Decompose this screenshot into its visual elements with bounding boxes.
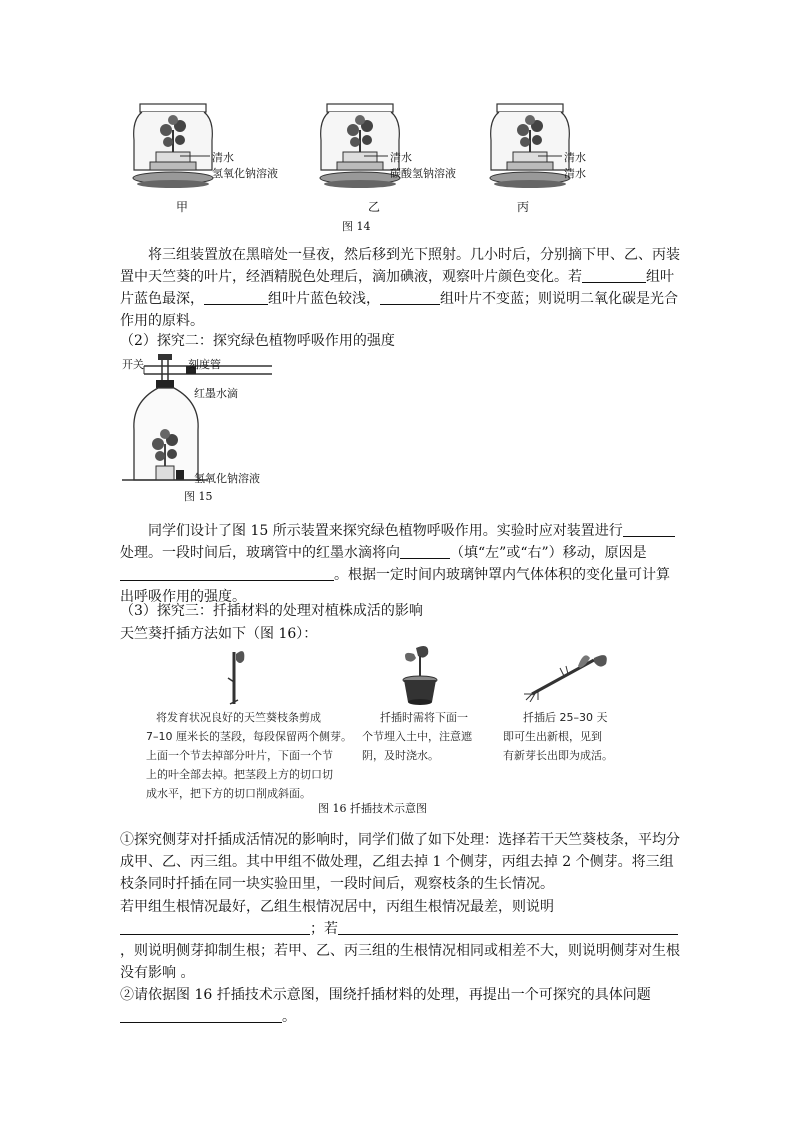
figure-14-caption: 图 14 [342,220,371,233]
jar3-label-water-2: 清水 [564,167,586,180]
jar2-name: 乙 [368,200,381,214]
fig15-drop-label: 红墨水滴 [194,387,238,400]
jar3-label-water: 清水 [564,151,586,164]
p1-text-4: 组叶片不变蓝；则说明二氧化碳是光合作用的原料。 [120,291,678,329]
jar2-label-solution: 碳酸氢钠溶液 [390,167,456,180]
jar1-name: 甲 [176,200,189,214]
question-2 [120,984,680,1028]
q1-text-3: ；若 [310,921,338,937]
section-2-heading: （2）探究二：探究绿色植物呼吸作用的强度 [120,333,395,349]
q1-text-4: ，则说明侧芽抑制生根；若甲、乙、丙三组的生根情况相同或相差不大，则说明侧芽对生根没有影响 。 [120,943,680,981]
jar-apparatus-1 [128,100,218,192]
answer-blank-treatment[interactable] [623,522,675,537]
figure-15-caption: 图 15 [184,490,213,503]
jar1-label-solution: 氢氧化钠溶液 [212,167,278,180]
rooted-cutting-drawing [524,646,610,702]
step2-line-2: 个节埋入土中，注意遮 [362,730,472,743]
paragraph-experiment-2 [120,520,680,608]
step1-line-3: 上面一个节去掉部分叶片，下面一个节 [146,749,333,762]
step2-line-1: 扦插时需将下面一 [380,711,468,724]
jar2-label-water: 清水 [390,151,412,164]
answer-blank-conclusion[interactable] [120,920,310,935]
figure-16-caption: 图 16 扦插技术示意图 [318,802,427,815]
step2-text [362,708,482,765]
section-3-subheading: 天竺葵扦插方法如下（图 16）： [120,626,318,642]
fig15-naoh-label: 氢氧化钠溶液 [194,472,260,485]
label-line-1 [180,150,212,174]
q1-text-2: 若甲组生根情况最好，乙组生根情况居中，丙组生根情况最差，则说明 [120,899,554,915]
step3-line-3: 有新芽长出即为成活。 [503,749,613,762]
step3-line-1: 扦插后 25–30 天 [523,711,608,724]
step1-text [146,708,356,803]
p1-text-2: 组叶片蓝色最深， [120,269,674,307]
step1-line-1: 将发育状况良好的天竺葵枝条剪成 [156,711,321,724]
jar1-label-water: 清水 [212,151,234,164]
potted-cutting-drawing [398,644,444,708]
label-line-3 [538,150,564,174]
step3-line-2: 即可生出新根，见到 [503,730,602,743]
step1-line-2: 7–10 厘米长的茎段，每段保留两个侧芽。 [146,730,352,743]
answer-blank-lighter-blue[interactable] [204,290,268,305]
answer-blank-deepest-blue[interactable] [582,268,646,283]
question-1-intro: ①探究侧芽对扦插成活情况的影响时，同学们做了如下处理：选择若干天竺葵枝条，平均分成甲、乙、丙三组。其中甲组不做处理，乙组去掉 1 个侧芽，丙组去掉 2 个侧芽。将三组枝条同时扦插在同一块实验田里，一段时间后，观察枝条的生长情况。 [120,832,680,892]
cutting-stem-drawing [220,646,250,708]
p1-text-1: 将三组装置放在黑暗处一昼夜，然后移到光下照射。几小时后，分别摘下甲、乙、丙装置中天竺葵的叶片，经酒精脱色处理后，滴加碘液，观察叶片颜色变化。若 [120,247,680,285]
answer-blank-research-question[interactable] [120,1008,282,1023]
q2-text-1: ②请依据图 16 扦插技术示意图，围绕扦插材料的处理，再提出一个可探究的具体问题 [120,987,651,1003]
paragraph-experiment-1 [120,244,680,332]
p2-text-4: 。根据一定时间内玻璃钟罩内气体体积的变化量可计算出呼吸作用的强度。 [120,567,670,605]
step1-line-4: 上的叶全部去掉。把茎段上方的切口切 [146,768,333,781]
section-3-heading: （3）探究三：扦插材料的处理对植株成活的影响 [120,603,423,619]
step2-line-3: 阴，及时浇水。 [362,749,439,762]
p2-text-2: 处理。一段时间后，玻璃管中的红墨水滴将向 [120,545,400,561]
p1-text-3: 组叶片蓝色较浅， [268,291,380,307]
jar3-name: 丙 [517,200,530,214]
step1-line-5: 成水平，把下方的切口削成斜面。 [146,787,311,800]
fig15-tube-label: 刻度管 [188,358,221,371]
answer-blank-not-blue[interactable] [380,290,440,305]
p2-text-3: （填“左”或“右”）移动，原因是 [450,545,647,561]
label-line-2 [364,150,390,174]
p2-text-1: 同学们设计了图 15 所示装置来探究绿色植物呼吸作用。实验时应对装置进行 [148,523,623,539]
answer-blank-reason[interactable] [120,566,334,581]
answer-blank-direction[interactable] [400,544,450,559]
step3-text [503,708,633,765]
fig15-switch-label: 开关 [122,358,144,371]
q2-text-2: 。 [282,1009,296,1025]
question-1-answer-line [120,896,680,984]
answer-blank-condition[interactable] [338,920,678,935]
jar-apparatus-3 [485,100,575,192]
